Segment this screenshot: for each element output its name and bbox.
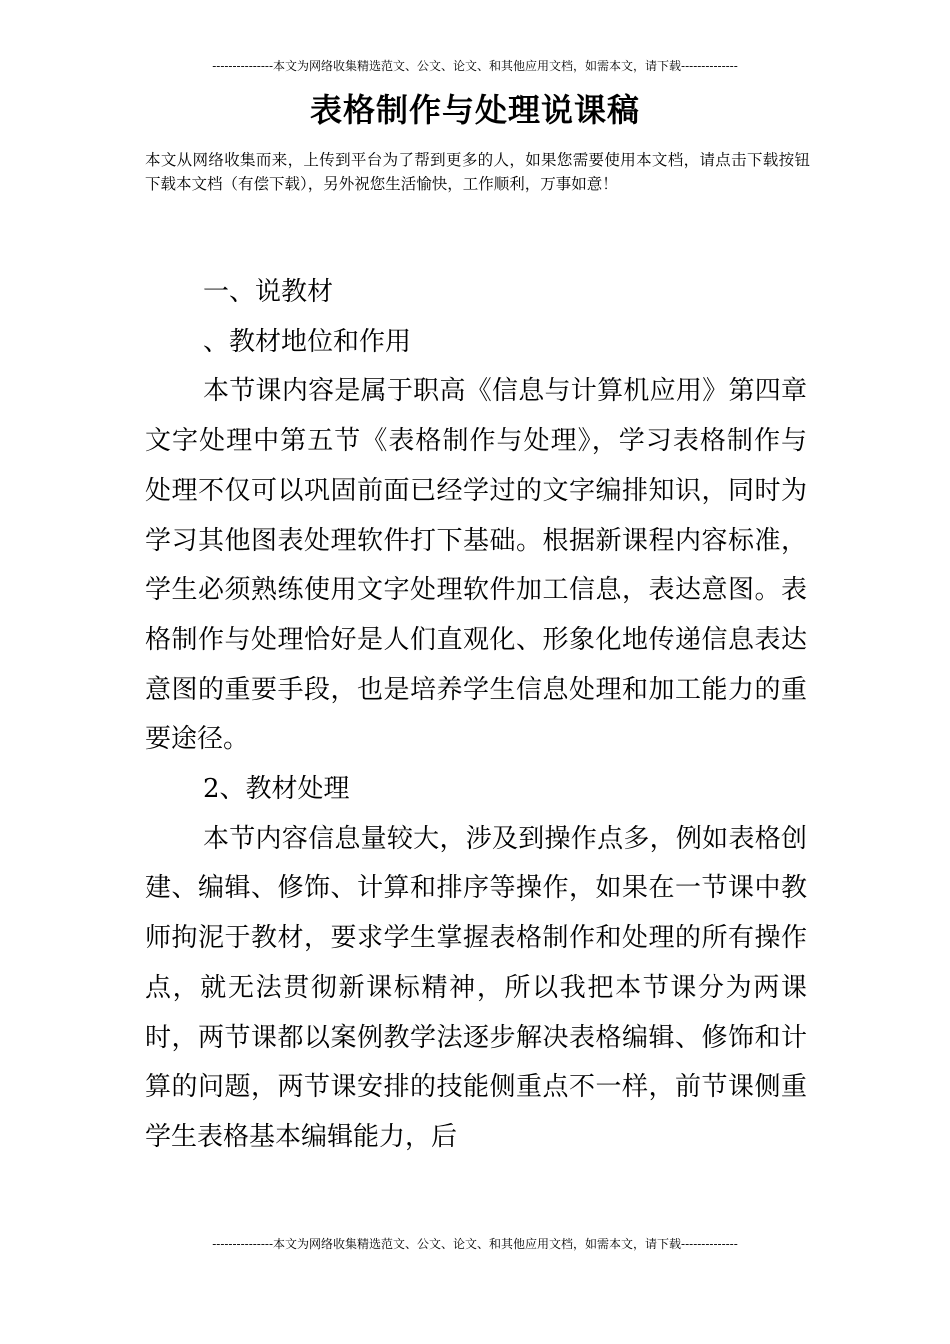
subsection-heading-processing: 2、教材处理 [203, 774, 350, 805]
body-paragraph: 本节内容信息量较大，涉及到操作点多，例如表格创建、编辑、修饰、计算和排序等操作，如果在一节课中教师拘泥于教材，要求学生掌握表格制作和处理的所有操作点，就无法贯彻新课标精神，所以我把本节课分为两课时，两节课都以案例教学法逐步解决表格编辑、修饰和计算的问题，两节课安排的技能侧重点不一样，前节课侧重学生表格基本编辑能力，后 [145, 823, 807, 1152]
subsection-heading-position: 、教材地位和作用 [203, 326, 412, 357]
footer-banner: ---------------本文为网络收集精选范文、公文、论文、和其他应用文档，如需本文，请下载-------------- [212, 1237, 738, 1251]
document-title: 表格制作与处理说课稿 [309, 91, 640, 129]
intro-note: 本文从网络收集而来，上传到平台为了帮到更多的人，如果您需要使用本文档，请点击下载按钮下载本文档（有偿下载），另外祝您生活愉快，工作顺利，万事如意！ [145, 151, 810, 193]
document-body [145, 268, 807, 1163]
header-banner: ---------------本文为网络收集精选范文、公文、论文、和其他应用文档，如需本文，请下载-------------- [212, 59, 738, 73]
section-heading-textbook: 一、说教材 [203, 277, 334, 307]
body-paragraph: 本节课内容是属于职高《信息与计算机应用》第四章文字处理中第五节《表格制作与处理》，学习表格制作与处理不仅可以巩固前面已经学过的文字编排知识，同时为学习其他图表处理软件打下基础。根据新课程内容标准，学生必须熟练使用文字处理软件加工信息，表达意图。表格制作与处理恰好是人们直观化、形象化地传递信息表达意图的重要手段，也是培养学生信息处理和加工能力的重要途径。 [145, 376, 807, 755]
